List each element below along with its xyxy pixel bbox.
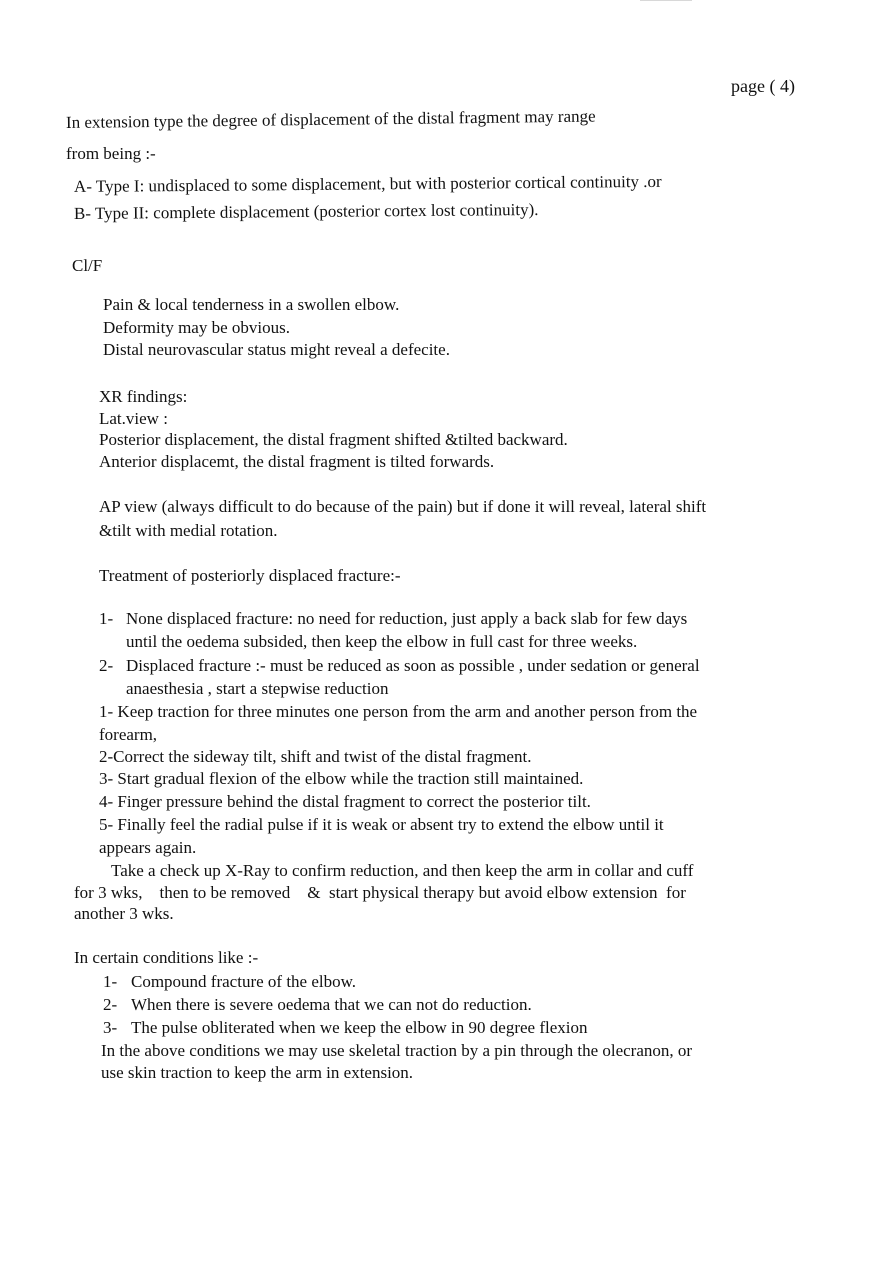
reduction-step: 4- Finger pressure behind the distal fragment to correct the posterior tilt. <box>99 792 591 811</box>
type-a-line: A- Type I: undisplaced to some displacement, but with posterior cortical continuity .or <box>73 171 662 196</box>
followup-line: another 3 wks. <box>74 904 174 923</box>
xr-line: Posterior displacement, the distal fragment shifted &tilted backward. <box>99 430 568 449</box>
xr-lat-view: Lat.view : <box>99 409 168 428</box>
reduction-step: 5- Finally feel the radial pulse if it is weak or absent try to extend the elbow until it <box>99 815 664 834</box>
page-number: page ( 4) <box>731 76 795 96</box>
reduction-step: 3- Start gradual flexion of the elbow while the traction still maintained. <box>99 769 584 788</box>
reduction-step: 1- Keep traction for three minutes one person from the arm and another person from the <box>99 702 698 721</box>
treatment-item-line: anaesthesia , start a stepwise reduction <box>126 679 389 698</box>
reduction-step: appears again. <box>99 838 197 857</box>
condition-text: Compound fracture of the elbow. <box>131 972 357 991</box>
xr-heading: XR findings: <box>99 387 188 406</box>
treatment-item-line: until the oedema subsided, then keep the elbow in full cast for three weeks. <box>126 632 638 651</box>
condition-text: The pulse obliterated when we keep the elbow in 90 degree flexion <box>131 1018 588 1037</box>
followup-line: Take a check up X-Ray to confirm reduction, and then keep the arm in collar and cuff <box>111 861 694 880</box>
reduction-step: forearm, <box>99 725 158 744</box>
clinical-heading: Cl/F <box>72 256 103 275</box>
condition-text: When there is severe oedema that we can not do reduction. <box>131 995 532 1014</box>
conditions-closing-line: use skin traction to keep the arm in extension. <box>101 1063 414 1082</box>
xr-ap-line-2: &tilt with medial rotation. <box>99 521 278 540</box>
clinical-item: Distal neurovascular status might reveal a defecite. <box>103 340 450 359</box>
treatment-item-line: Displaced fracture :- must be reduced as soon as possible , under sedation or general <box>126 656 700 675</box>
conditions-heading: In certain conditions like :- <box>74 948 259 967</box>
scan-artifact <box>640 0 692 1</box>
intro-line-2: from being :- <box>66 144 156 163</box>
condition-number: 1- <box>103 972 118 991</box>
treatment-item-number: 1- <box>99 609 114 628</box>
clinical-item: Pain & local tenderness in a swollen elbow. <box>103 295 400 314</box>
treatment-item-line: None displaced fracture: no need for reduction, just apply a back slab for few days <box>126 609 688 628</box>
type-b-line: B- Type II: complete displacement (posterior cortex lost continuity). <box>73 199 539 223</box>
condition-number: 3- <box>103 1018 118 1037</box>
followup-line: for 3 wks, then to be removed & start physical therapy but avoid elbow extension for <box>74 883 686 902</box>
condition-number: 2- <box>103 995 118 1014</box>
xr-line: Anterior displacemt, the distal fragment is tilted forwards. <box>99 452 495 471</box>
treatment-item-number: 2- <box>99 656 114 675</box>
xr-ap-line-1: AP view (always difficult to do because of the pain) but if done it will reveal, lateral shift <box>99 497 707 516</box>
treatment-heading: Treatment of posteriorly displaced fracture:- <box>99 566 401 585</box>
conditions-closing-line: In the above conditions we may use skeletal traction by a pin through the olecranon, or <box>101 1041 693 1060</box>
intro-line-1: In extension type the degree of displacement of the distal fragment may range <box>65 106 596 132</box>
reduction-step: 2-Correct the sideway tilt, shift and twist of the distal fragment. <box>99 747 532 766</box>
clinical-item: Deformity may be obvious. <box>103 318 290 337</box>
